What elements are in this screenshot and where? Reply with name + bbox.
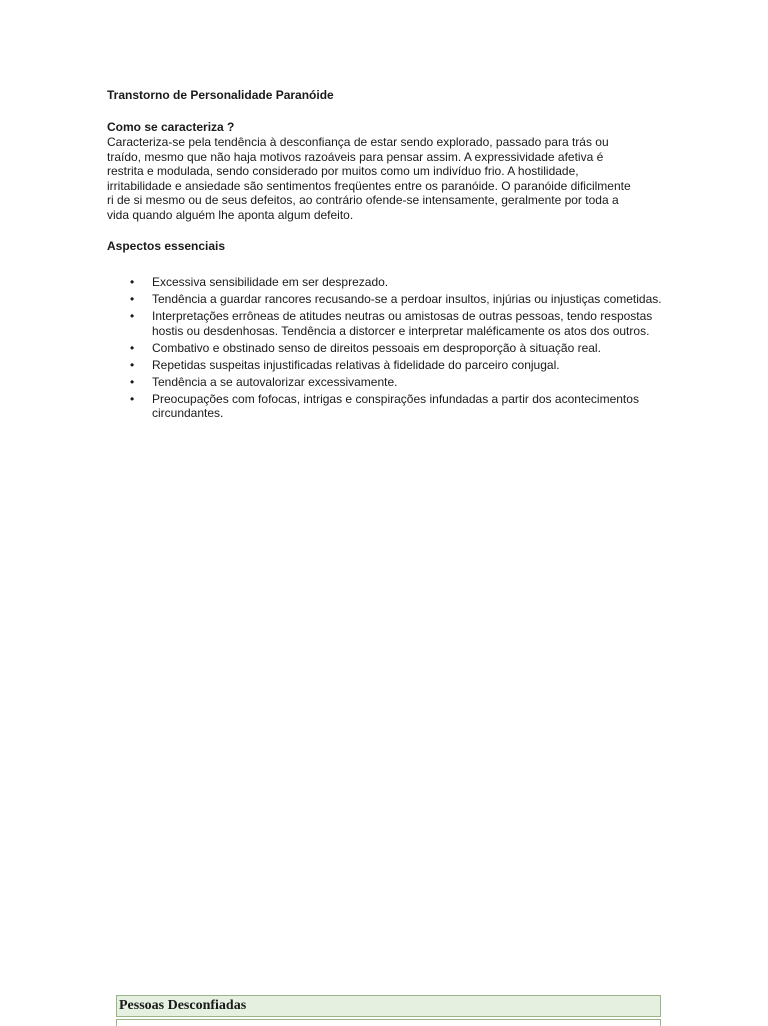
list-item-text: Tendência a guardar rancores recusando-se a perdoar insultos, injúrias ou injustiças cometidas. [152, 292, 662, 306]
bullet-icon: • [130, 357, 135, 372]
list-item-text: Interpretações errôneas de atitudes neutras ou amistosas de outras pessoas, tendo respostas hostis ou desdenhosas. Tendência a distorcer e interpretar maléficamente os atos dos outros. [152, 309, 653, 338]
document-page [107, 88, 667, 423]
list-item [107, 341, 667, 356]
bullet-icon: • [130, 275, 135, 289]
bullet-icon: • [130, 391, 135, 406]
list-item [107, 375, 667, 390]
characterization-paragraph: Caracteriza-se pela tendência à desconfiança de estar sendo explorado, passado para trás ou traído, mesmo que não haja motivos razoáveis para pensar assim. A expressividade afetiva é restrita e modulada, sendo considerado por muitos como um indivíduo frio. A hostilidade, irritabilidade e ansiedade são sentimentos freqüentes entre os paranóide. O paranóide dificilmente ri de si mesmo ou de seus defeitos, ao contrário ofende-se intensamente, geralmente por toda a vida quando alguém lhe aponta algum defeito. [107, 135, 631, 222]
footer-title-box [116, 995, 661, 1017]
section-heading-characterization: Como se caracteriza ? [107, 120, 235, 134]
list-item [107, 275, 667, 290]
essential-aspects-list [107, 275, 667, 421]
list-item [107, 392, 667, 421]
bullet-icon: • [130, 309, 135, 323]
list-item-text: Excessiva sensibilidade em ser desprezado. [152, 275, 389, 289]
list-item [107, 292, 667, 307]
list-item-text: Combativo e obstinado senso de direitos pessoais em desproporção à situação real. [152, 340, 601, 355]
bullet-icon: • [130, 292, 135, 306]
bullet-icon: • [130, 374, 135, 389]
list-item-text: Repetidas suspeitas injustificadas relativas à fidelidade do parceiro conjugal. [152, 357, 560, 372]
document-title: Transtorno de Personalidade Paranóide [107, 88, 334, 102]
list-item-text: Tendência a se autovalorizar excessivamente. [152, 374, 398, 389]
list-item-text: Preocupações com fofocas, intrigas e conspirações infundadas a partir dos acontecimentos circundantes. [152, 391, 639, 420]
footer-content-box [116, 1019, 661, 1026]
section-heading-essential-aspects: Aspectos essenciais [107, 239, 226, 253]
list-item [107, 358, 667, 373]
list-item [107, 309, 667, 338]
footer-title: Pessoas Desconfiadas [119, 998, 247, 1013]
bullet-icon: • [130, 340, 135, 355]
